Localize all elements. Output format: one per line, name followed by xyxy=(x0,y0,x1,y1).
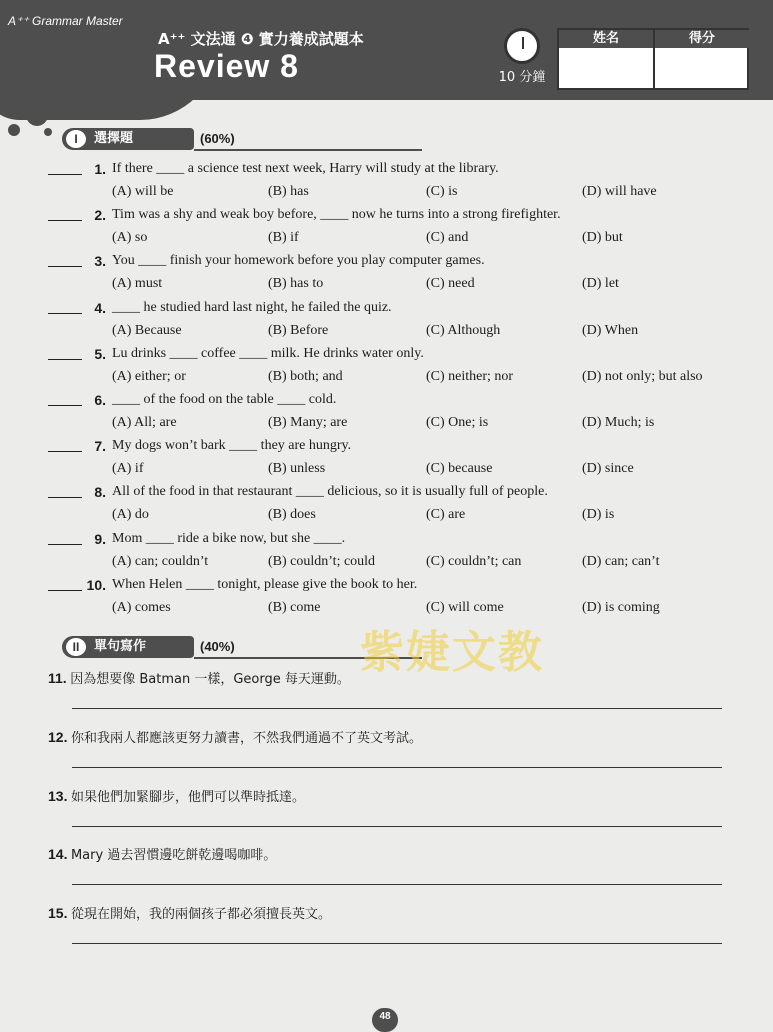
watermark: 紫婕文教 xyxy=(360,627,544,678)
answer-line[interactable] xyxy=(72,826,722,827)
option-c: (C) need xyxy=(426,276,475,292)
question-stem: All of the food in that restaurant ____ delicious, so it is usually full of people. xyxy=(112,484,548,500)
option-d: (D) since xyxy=(582,461,634,477)
option-d: (D) let xyxy=(582,276,619,292)
question-number: 5. xyxy=(94,345,106,362)
clock-icon xyxy=(504,28,540,64)
writing-prompt: 你和我兩人都應該更努力讀書，不然我們通過不了英文考試。 xyxy=(70,730,422,746)
answer-line[interactable] xyxy=(72,767,722,768)
option-b: (B) unless xyxy=(268,461,326,477)
option-c: (C) One; is xyxy=(426,415,489,430)
writing-question-15 xyxy=(48,903,748,923)
option-a: (A) All; are xyxy=(112,415,177,430)
question-stem: When Helen ____ tonight, please give the book to her. xyxy=(112,576,418,592)
option-c: (C) are xyxy=(426,507,466,523)
option-b: (B) couldn’t; could xyxy=(268,553,376,569)
section-title: 選擇題 xyxy=(94,131,134,146)
question-stem: You ____ finish your homework before you play computer games. xyxy=(112,253,485,269)
question-number: 2. xyxy=(94,207,106,224)
answer-line[interactable] xyxy=(72,943,722,944)
writing-number: 14. xyxy=(48,846,68,863)
question-stem: ____ of the food on the table ____ cold. xyxy=(112,392,337,407)
question-number: 4. xyxy=(94,299,106,316)
section-1-header xyxy=(62,128,422,152)
section-number: I xyxy=(66,130,86,148)
question-number: 9. xyxy=(94,530,106,547)
timer xyxy=(492,28,552,85)
series-label: A⁺⁺ Grammar Master xyxy=(8,14,123,28)
option-d: (D) When xyxy=(582,322,639,338)
question-number: 7. xyxy=(94,438,106,455)
section-title: 單句寫作 xyxy=(94,639,147,654)
question-stem: Lu drinks ____ coffee ____ milk. He drinks water only. xyxy=(112,345,424,361)
option-a: (A) can; couldn’t xyxy=(112,553,209,569)
option-a: (A) either; or xyxy=(112,368,186,384)
option-d: (D) but xyxy=(582,230,623,246)
question-stem: My dogs won’t bark ____ they are hungry. xyxy=(112,438,352,454)
score-label: 得分 xyxy=(655,30,749,48)
question-number: 10. xyxy=(86,576,106,593)
writing-number: 12. xyxy=(48,728,68,745)
answer-blank[interactable] xyxy=(48,313,82,314)
option-b: (B) Many; are xyxy=(268,415,348,430)
writing-question-13 xyxy=(48,786,748,806)
book-title: A⁺⁺ 文法通 ❹ 實力養成試題本 xyxy=(158,30,364,48)
answer-line[interactable] xyxy=(72,884,722,885)
option-d: (D) is coming xyxy=(582,599,660,615)
answer-blank[interactable] xyxy=(48,359,82,360)
writing-prompt: 因為想要像 Batman 一樣，George 每天運動。 xyxy=(70,672,350,687)
option-b: (B) Before xyxy=(268,322,329,338)
timer-label: 10 分鐘 xyxy=(498,70,546,85)
score-cell[interactable] xyxy=(655,30,749,88)
option-a: (A) so xyxy=(112,230,148,246)
option-c: (C) will come xyxy=(426,599,504,615)
question-stem: If there ____ a science test next week, Harry will study at the library. xyxy=(112,161,499,176)
option-b: (B) both; and xyxy=(268,368,343,384)
option-b: (B) come xyxy=(268,599,321,615)
answer-blank[interactable] xyxy=(48,497,82,498)
option-a: (A) if xyxy=(112,461,144,477)
option-d: (D) not only; but also xyxy=(582,368,703,384)
name-label: 姓名 xyxy=(559,30,653,48)
answer-blank[interactable] xyxy=(48,405,82,406)
answer-line[interactable] xyxy=(72,708,722,709)
writing-number: 13. xyxy=(48,787,68,804)
option-c: (C) is xyxy=(426,184,458,199)
question-number: 6. xyxy=(94,392,106,408)
option-b: (B) does xyxy=(268,507,316,523)
question-number: 8. xyxy=(94,484,106,501)
page-number: 48 xyxy=(372,1008,398,1032)
question-number: 1. xyxy=(94,161,106,177)
decor-dot xyxy=(26,104,48,126)
decor-dot xyxy=(44,128,52,136)
option-b: (B) if xyxy=(268,230,299,246)
question-stem: Tim was a shy and weak boy before, ____ now he turns into a strong firefighter. xyxy=(112,207,561,223)
answer-blank[interactable] xyxy=(48,451,82,452)
option-a: (A) comes xyxy=(112,599,171,615)
answer-blank[interactable] xyxy=(48,544,82,545)
option-c: (C) because xyxy=(426,461,493,477)
decor-dot xyxy=(8,124,20,136)
option-a: (A) will be xyxy=(112,184,174,199)
option-c: (C) and xyxy=(426,230,469,246)
page-header xyxy=(0,0,773,120)
option-b: (B) has to xyxy=(268,276,324,292)
writing-question-14 xyxy=(48,844,748,864)
writing-number: 11. xyxy=(48,670,67,686)
option-d: (D) is xyxy=(582,507,615,523)
answer-blank[interactable] xyxy=(48,174,82,175)
page-title: Review 8 xyxy=(154,48,299,84)
answer-blank[interactable] xyxy=(48,220,82,221)
writing-prompt: 如果他們加緊腳步，他們可以準時抵達。 xyxy=(70,789,305,805)
option-c: (C) Although xyxy=(426,322,501,338)
question-stem: Mom ____ ride a bike now, but she ____. xyxy=(112,530,346,546)
option-d: (D) Much; is xyxy=(582,415,655,430)
option-d: (D) will have xyxy=(582,184,657,199)
option-a: (A) do xyxy=(112,507,149,523)
question-number: 3. xyxy=(94,253,106,270)
option-a: (A) must xyxy=(112,276,163,292)
section-percent: (40%) xyxy=(200,639,235,654)
option-a: (A) Because xyxy=(112,322,182,338)
writing-prompt: 從現在開始，我的兩個孩子都必須擅長英文。 xyxy=(70,907,331,923)
answer-blank[interactable] xyxy=(48,590,82,591)
writing-prompt: Mary 過去習慣邊吃餅乾邊喝咖啡。 xyxy=(70,848,277,864)
answer-blank[interactable] xyxy=(48,266,82,267)
writing-question-12 xyxy=(48,727,748,747)
section-percent: (60%) xyxy=(200,131,235,146)
option-c: (C) couldn’t; can xyxy=(426,553,522,569)
writing-number: 15. xyxy=(48,905,68,922)
section-number: II xyxy=(66,638,86,656)
name-cell[interactable] xyxy=(559,30,655,88)
option-c: (C) neither; nor xyxy=(426,368,514,384)
option-d: (D) can; can’t xyxy=(582,553,660,569)
option-b: (B) has xyxy=(268,184,309,199)
question-stem: ____ he studied hard last night, he failed the quiz. xyxy=(112,299,392,315)
score-box xyxy=(557,28,749,90)
